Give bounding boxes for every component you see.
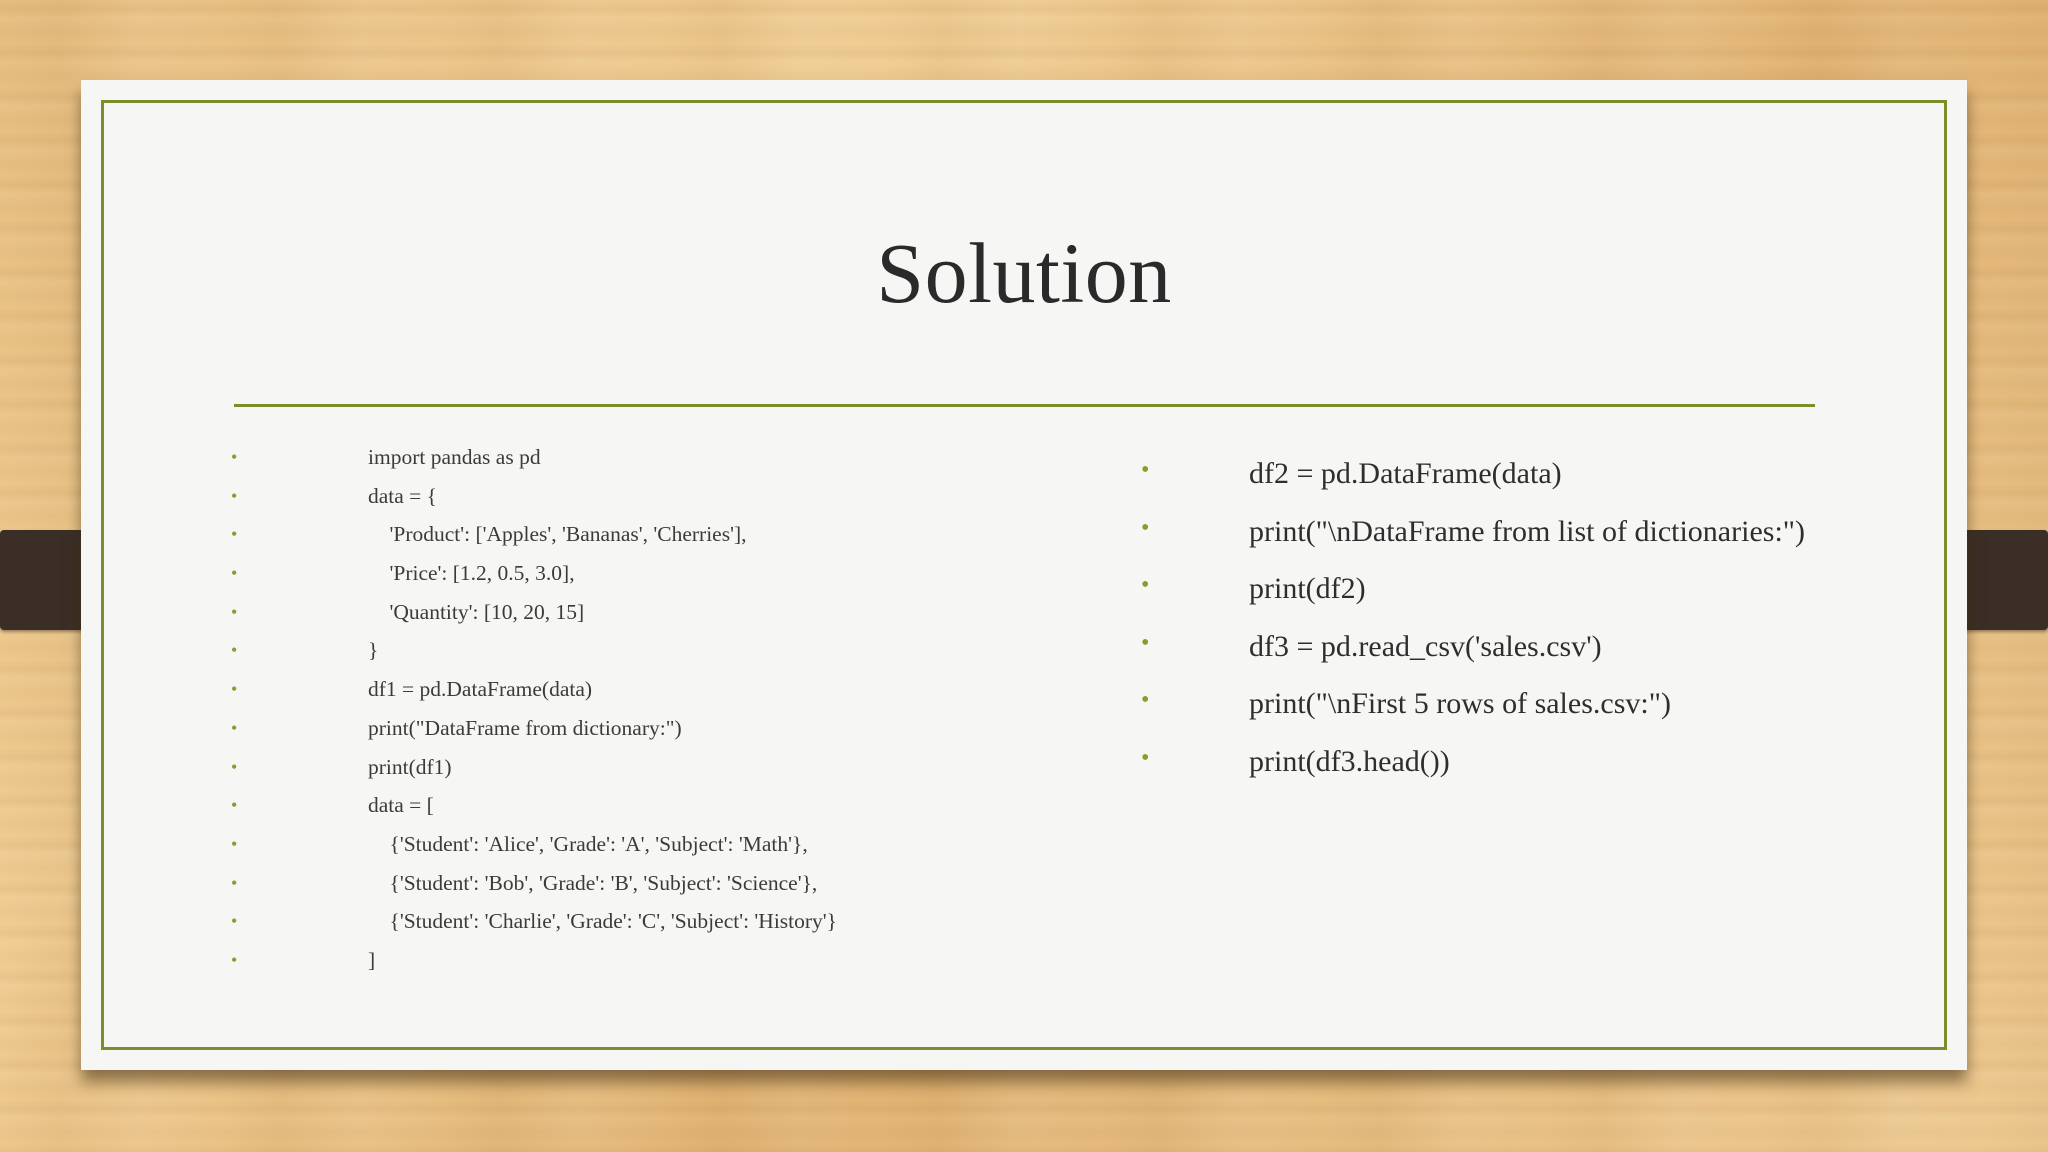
bullet-icon: • (231, 911, 238, 932)
bullet-icon: • (1141, 514, 1150, 541)
bullet-icon: • (1141, 744, 1150, 771)
code-line: {'Student': 'Bob', 'Grade': 'B', 'Subject': 'Science'}, (368, 870, 818, 895)
bullet-icon: • (231, 485, 238, 506)
bullet-icon: • (231, 949, 238, 970)
bullet-icon: • (231, 872, 238, 893)
code-line: print("DataFrame from dictionary:") (368, 715, 682, 740)
bullet-icon: • (231, 756, 238, 777)
slide-title: Solution (876, 225, 1172, 321)
bullet-icon: • (231, 563, 238, 584)
code-line: print("\nDataFrame from list of dictionaries:") (1249, 514, 1806, 548)
code-line: 'Price': [1.2, 0.5, 3.0], (368, 561, 575, 586)
bullet-icon: • (231, 640, 238, 661)
bullet-icon: • (1141, 687, 1150, 713)
bullet-icon: • (231, 833, 238, 854)
code-line: df3 = pd.read_csv('sales.csv') (1249, 629, 1602, 663)
slide (81, 80, 1967, 1070)
code-line: {'Student': 'Alice', 'Grade': 'A', 'Subject': 'Math'}, (368, 831, 808, 856)
code-line: df2 = pd.DataFrame(data) (1249, 457, 1562, 490)
bullet-icon: • (231, 447, 238, 467)
title-divider (234, 404, 1815, 407)
bullet-icon: • (1141, 572, 1150, 598)
code-line: 'Product': ['Apples', 'Bananas', 'Cherries'], (368, 522, 747, 547)
code-line: print(df2) (1249, 572, 1366, 605)
bullet-icon: • (231, 795, 238, 816)
code-line: {'Student': 'Charlie', 'Grade': 'C', 'Subject': 'History'} (368, 909, 838, 934)
bullet-icon: • (1141, 629, 1150, 656)
bullet-icon: • (1141, 457, 1150, 483)
code-line: 'Quantity': [10, 20, 15] (368, 599, 585, 624)
code-line: } (368, 638, 379, 663)
bullet-icon: • (231, 524, 238, 545)
code-line: import pandas as pd (368, 445, 541, 469)
bullet-icon: • (231, 601, 238, 622)
code-line: data = { (368, 483, 438, 508)
bullet-icon: • (231, 717, 238, 738)
code-line: print("\nFirst 5 rows of sales.csv:") (1249, 687, 1671, 720)
code-line: data = [ (368, 793, 434, 818)
code-line: df1 = pd.DataFrame(data) (368, 677, 593, 702)
code-line: print(df3.head()) (1249, 744, 1450, 778)
code-line: print(df1) (368, 754, 452, 779)
code-line: ] (368, 947, 376, 972)
bullet-icon: • (231, 679, 238, 700)
